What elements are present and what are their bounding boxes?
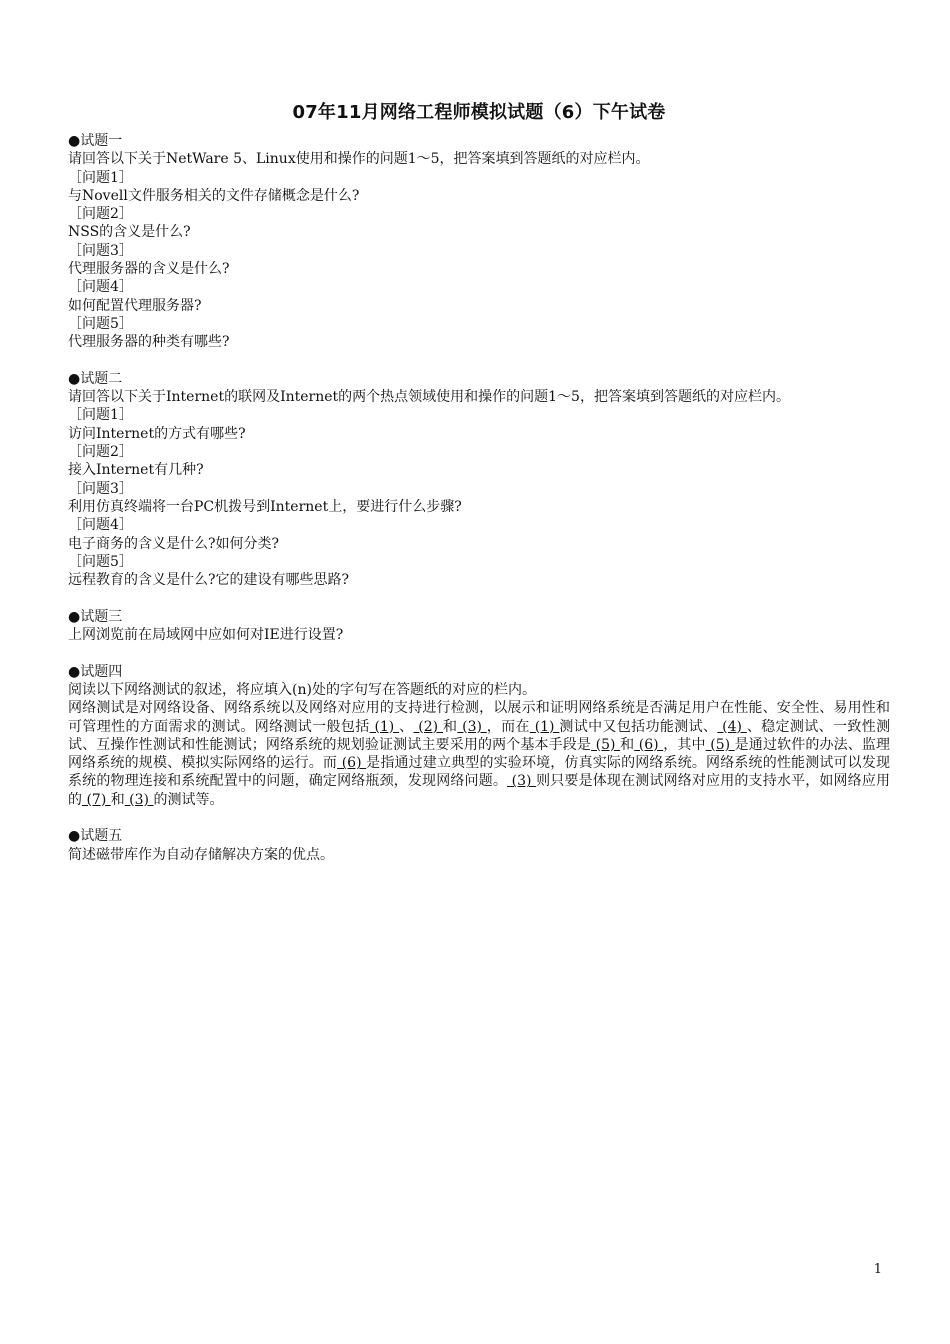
question-2-heading: ●试题二: [68, 370, 123, 387]
question-4-heading: ●试题四: [68, 663, 123, 680]
question-1-item-3-label: ［问题3］: [68, 242, 133, 259]
question-2-item-2-text: 接入Internet有几种?: [68, 462, 204, 479]
question-2-item-2-label: ［问题2］: [68, 444, 133, 461]
document-title: 07年11月网络工程师模拟试题（6）下午试卷: [292, 102, 666, 123]
question-1-item-1-text: 与Novell文件服务相关的文件存储概念是什么?: [68, 187, 360, 204]
question-4: [68, 663, 890, 809]
question-1-item-5-text: 代理服务器的种类有哪些?: [68, 334, 230, 351]
question-1-item-3-text: 代理服务器的含义是什么?: [68, 261, 230, 278]
blank-3-repeat: (3): [507, 773, 537, 790]
passage-text: 则只要是体现在测试网络对应用的支持水平，如网络应用的: [68, 773, 891, 808]
passage-text: 和: [110, 791, 125, 808]
blank-2: (2): [413, 718, 443, 735]
blank-4: (4): [717, 718, 747, 735]
question-2-item-4-text: 电子商务的含义是什么?如何分类?: [68, 535, 280, 552]
question-1-item-4-text: 如何配置代理服务器?: [68, 297, 202, 314]
blank-1-repeat: (1): [529, 718, 560, 735]
question-2-item-1-label: ［问题1］: [68, 407, 133, 424]
question-2-item-3-label: ［问题3］: [68, 480, 133, 497]
passage-text: 的测试等。: [153, 791, 224, 808]
question-1-intro: 请回答以下关于NetWare 5、Linux使用和操作的问题1～5，把答案填到答题纸的对应栏内。: [68, 151, 650, 168]
question-1-item-2-label: ［问题2］: [68, 206, 133, 223]
question-2-item-5-label: ［问题5］: [68, 553, 133, 570]
passage-text: 、稳定测试、一致性测试、互操作性测试和性能测试；网络系统的规划验证测试主要采用的两个基本手段是: [68, 718, 891, 753]
blank-6: (6): [634, 736, 664, 753]
question-1-item-2-text: NSS的含义是什么?: [68, 224, 191, 241]
question-1-item-5-label: ［问题5］: [68, 315, 133, 332]
passage-text: 、: [399, 718, 414, 735]
question-2-item-4-label: ［问题4］: [68, 517, 133, 534]
blank-5: (5): [591, 736, 621, 753]
spacer: [68, 809, 890, 827]
question-3: [68, 608, 890, 645]
question-4-passage: [68, 699, 890, 809]
document-page: [68, 100, 890, 864]
question-2-item-3-text: 利用仿真终端将一台PC机拨号到Internet上，要进行什么步骤?: [68, 498, 462, 515]
passage-text: 和: [442, 718, 458, 735]
question-1-item-4-label: ［问题4］: [68, 279, 133, 296]
passage-text: 和: [620, 736, 635, 753]
passage-text: ，而在: [486, 718, 530, 735]
question-2-item-5-text: 远程教育的含义是什么?它的建设有哪些思路?: [68, 572, 350, 589]
blank-6-repeat: (6): [337, 755, 367, 772]
question-2: [68, 370, 890, 590]
question-5-heading: ●试题五: [68, 828, 123, 845]
blank-3-repeat: (3): [124, 791, 154, 808]
spacer: [68, 352, 890, 370]
question-3-heading: ●试题三: [68, 608, 123, 625]
question-4-intro: 阅读以下网络测试的叙述，将应填入(n)处的字句写在答题纸的对应的栏内。: [68, 681, 536, 698]
question-5-text: 简述磁带库作为自动存储解决方案的优点。: [68, 846, 334, 863]
page-number: 1: [873, 1262, 882, 1277]
blank-5-repeat: (5): [705, 736, 735, 753]
blank-7: (7): [82, 791, 111, 808]
spacer: [68, 589, 890, 607]
question-1-item-1-label: ［问题1］: [68, 169, 133, 186]
question-5: [68, 827, 890, 864]
passage-text: 是指通过建立典型的实验环境，仿真实际的网络系统。网络系统的性能测试可以发现系统的物理连接和系统配置中的问题，确定网络瓶颈，发现网络问题。: [68, 755, 891, 790]
question-1-heading: ●试题一: [68, 133, 123, 149]
passage-text: 网络测试是对网络设备、网络系统以及网络对应用的支持进行检测，以展示和证明网络系统是否满足用户在性能、安全性、易用性和可管理性的方面需求的测试。网络测试一般包括: [68, 700, 890, 735]
question-2-intro: 请回答以下关于Internet的联网及Internet的两个热点领域使用和操作的问题1～5，把答案填到答题纸的对应栏内。: [68, 389, 790, 406]
blank-1: (1): [369, 718, 400, 735]
passage-text: 测试中又包括功能测试、: [559, 718, 718, 735]
question-1: [68, 132, 890, 352]
spacer: [68, 644, 890, 662]
question-2-item-1-text: 访问Internet的方式有哪些?: [68, 425, 246, 442]
blank-3: (3): [457, 718, 487, 735]
passage-text: ，其中: [663, 736, 706, 753]
question-3-text: 上网浏览前在局域网中应如何对IE进行设置?: [68, 627, 344, 644]
passage-text: 是通过软件的办法、监理网络系统的规模、模拟实际网络的运行。而: [68, 736, 891, 772]
